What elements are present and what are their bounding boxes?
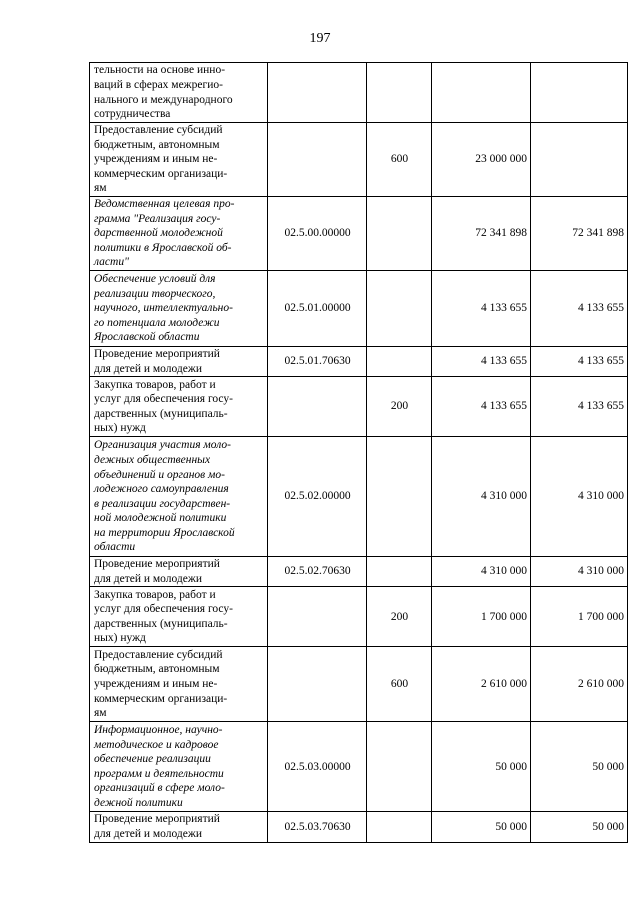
row-amount-2-cell: 4 133 655 (531, 347, 628, 377)
row-name-line: политики в Ярославской об- (94, 241, 232, 254)
row-name-line: научного, интеллектуально- (94, 302, 233, 315)
table-row (90, 557, 628, 587)
row-name-line: реализации творческого, (94, 287, 216, 300)
row-name-cell (90, 347, 268, 377)
row-amount-1-cell (432, 63, 531, 123)
row-code-cell (268, 123, 367, 197)
row-name-line: бюджетным, автономным (94, 663, 220, 676)
row-amount-2-cell: 1 700 000 (531, 587, 628, 647)
row-expense-type-cell: 600 (367, 647, 432, 722)
row-expense-type-cell (367, 63, 432, 123)
row-amount-1-cell: 23 000 000 (432, 123, 531, 197)
row-name-line: Предоставление субсидий (94, 124, 223, 137)
row-expense-type-cell (367, 812, 432, 842)
table-row (90, 722, 628, 812)
row-amount-1-cell: 72 341 898 (432, 197, 531, 271)
row-name-line: лодежного самоуправления (94, 483, 229, 496)
table-row (90, 197, 628, 271)
row-amount-2-cell: 72 341 898 (531, 197, 628, 271)
table-row (90, 123, 628, 197)
row-code-cell (268, 377, 367, 437)
budget-table (89, 62, 628, 843)
row-name-line: Проведение мероприятий (94, 558, 220, 571)
row-amount-1-cell: 4 133 655 (432, 377, 531, 437)
row-name-cell (90, 63, 268, 123)
row-amount-1-cell: 4 133 655 (432, 271, 531, 347)
row-name-line: Закупка товаров, работ и (94, 378, 216, 391)
row-code-cell (268, 63, 367, 123)
row-code-cell: 02.5.03.00000 (268, 722, 367, 812)
row-expense-type-cell: 600 (367, 123, 432, 197)
row-amount-2-cell: 4 133 655 (531, 377, 628, 437)
row-name-line: го потенциала молодежи (94, 316, 220, 329)
row-name-line: услуг для обеспечения госу- (94, 393, 233, 406)
row-name-cell (90, 647, 268, 722)
row-amount-1-cell: 4 310 000 (432, 437, 531, 557)
row-name-line: в реализации государствен- (94, 497, 231, 510)
row-amount-2-cell: 50 000 (531, 722, 628, 812)
row-name-line: дарственных (муниципаль- (94, 617, 228, 630)
row-name-cell (90, 722, 268, 812)
row-amount-2-cell: 50 000 (531, 812, 628, 842)
row-amount-1-cell: 4 133 655 (432, 347, 531, 377)
row-name-cell (90, 437, 268, 557)
row-amount-2-cell (531, 63, 628, 123)
row-name-cell (90, 123, 268, 197)
table-row (90, 587, 628, 647)
row-name-line: тельности на основе инно- (94, 64, 226, 77)
row-name-line: для детей и молодежи (94, 827, 202, 840)
row-name-line: учреждениям и иным не- (94, 153, 218, 166)
row-amount-1-cell: 1 700 000 (432, 587, 531, 647)
row-name-line: ваций в сферах межрегио- (94, 78, 223, 91)
row-code-cell: 02.5.01.00000 (268, 271, 367, 347)
row-name-line: ных) нужд (94, 632, 146, 645)
row-name-line: области (94, 541, 136, 554)
row-expense-type-cell (367, 271, 432, 347)
row-name-line: Обеспечение условий для (94, 273, 216, 286)
row-code-cell: 02.5.02.70630 (268, 557, 367, 587)
row-name-line: коммерческим организаци- (94, 167, 228, 180)
row-expense-type-cell (367, 347, 432, 377)
row-name-line: Предоставление субсидий (94, 648, 223, 661)
row-name-line: обеспечение реализации (94, 753, 211, 766)
row-name-line: программ и деятельности (94, 767, 224, 780)
row-amount-2-cell: 4 310 000 (531, 437, 628, 557)
row-name-line: дежной политики (94, 797, 183, 810)
row-name-line: на территории Ярославской (94, 526, 235, 539)
row-name-line: Проведение мероприятий (94, 813, 220, 826)
table-row (90, 63, 628, 123)
table-row (90, 437, 628, 557)
row-name-line: для детей и молодежи (94, 572, 202, 585)
row-name-line: Ведомственная целевая про- (94, 198, 235, 211)
row-code-cell: 02.5.01.70630 (268, 347, 367, 377)
page-number: 197 (309, 31, 331, 46)
row-amount-2-cell: 4 310 000 (531, 557, 628, 587)
row-name-cell (90, 812, 268, 842)
row-name-line: методическое и кадровое (94, 738, 219, 751)
row-amount-2-cell: 2 610 000 (531, 647, 628, 722)
row-name-line: услуг для обеспечения госу- (94, 603, 233, 616)
row-name-line: Проведение мероприятий (94, 348, 220, 360)
row-amount-1-cell: 4 310 000 (432, 557, 531, 587)
row-name-line: Закупка товаров, работ и (94, 588, 216, 601)
table-row (90, 377, 628, 437)
row-name-line: дежных общественных (94, 453, 211, 466)
row-name-line: ям (94, 707, 107, 720)
row-name-line: Ярославской области (94, 331, 200, 344)
row-name-line: бюджетным, автономным (94, 138, 220, 151)
row-name-line: Организация участия моло- (94, 439, 231, 452)
row-name-line: ной молодежной политики (94, 512, 227, 525)
row-amount-1-cell: 2 610 000 (432, 647, 531, 722)
row-code-cell: 02.5.02.00000 (268, 437, 367, 557)
row-code-cell (268, 587, 367, 647)
row-name-line: нального и международного (94, 93, 233, 106)
row-name-line: организаций в сфере моло- (94, 782, 225, 795)
row-code-cell: 02.5.03.70630 (268, 812, 367, 842)
table-body (90, 63, 628, 843)
row-name-line: сотрудничества (94, 108, 171, 121)
row-amount-1-cell: 50 000 (432, 812, 531, 842)
row-name-cell (90, 197, 268, 271)
row-name-line: объединений и органов мо- (94, 468, 225, 481)
row-name-line: ласти" (94, 256, 129, 269)
row-amount-2-cell: 4 133 655 (531, 271, 628, 347)
table-row (90, 812, 628, 842)
row-name-line: ям (94, 182, 107, 195)
row-name-cell (90, 271, 268, 347)
row-expense-type-cell: 200 (367, 377, 432, 437)
row-code-cell (268, 647, 367, 722)
row-code-cell: 02.5.00.00000 (268, 197, 367, 271)
row-name-line: ных) нужд (94, 422, 146, 435)
row-name-line: для детей и молодежи (94, 362, 202, 375)
row-expense-type-cell (367, 557, 432, 587)
row-name-line: коммерческим организаци- (94, 692, 228, 705)
row-name-line: грамма "Реализация госу- (94, 212, 221, 225)
row-name-line: дарственных (муниципаль- (94, 407, 228, 420)
row-expense-type-cell (367, 197, 432, 271)
row-name-line: дарственной молодежной (94, 227, 223, 240)
table-row (90, 271, 628, 347)
row-name-cell (90, 557, 268, 587)
row-name-cell (90, 377, 268, 437)
row-expense-type-cell: 200 (367, 587, 432, 647)
table-row (90, 347, 628, 377)
row-name-cell (90, 587, 268, 647)
row-amount-2-cell (531, 123, 628, 197)
row-amount-1-cell: 50 000 (432, 722, 531, 812)
row-expense-type-cell (367, 722, 432, 812)
row-name-line: Информационное, научно- (94, 724, 223, 737)
row-expense-type-cell (367, 437, 432, 557)
table-row (90, 647, 628, 722)
row-name-line: учреждениям и иным не- (94, 678, 218, 691)
